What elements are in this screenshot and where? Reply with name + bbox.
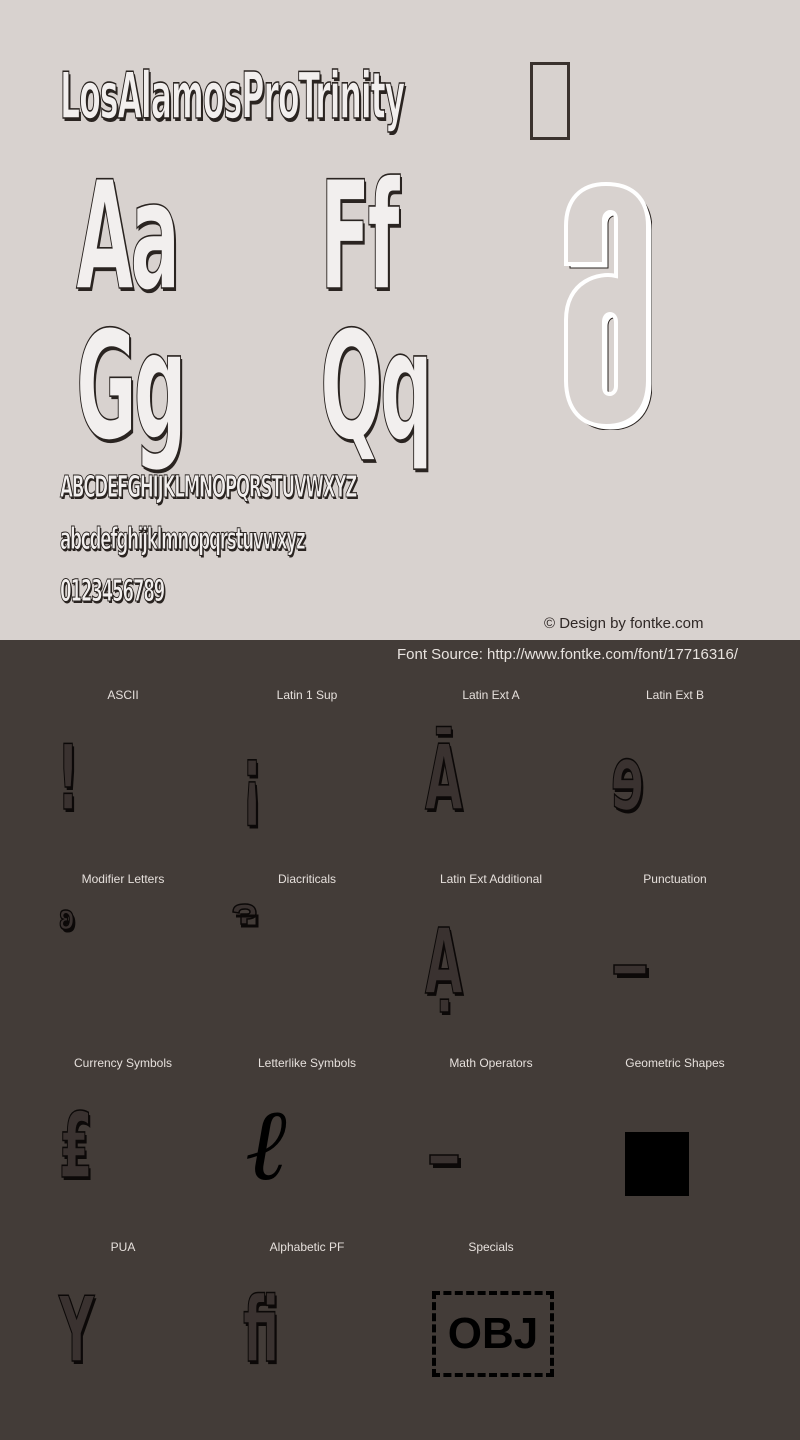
block-label: Modifier Letters	[81, 872, 165, 886]
block-label: PUA	[110, 1240, 136, 1254]
block-cell-pua	[31, 1240, 215, 1424]
block-glyph: ʚ	[59, 898, 75, 938]
block-label: Diacriticals	[277, 872, 336, 886]
hook-diacritic-icon	[229, 902, 261, 928]
featured-glyph	[560, 180, 652, 430]
block-cell-ascii	[31, 688, 215, 872]
block-cell-modifier-letters	[31, 872, 215, 1056]
glyph-pair-a: Aa	[76, 150, 177, 324]
block-cell-latin-ext-additional	[399, 872, 583, 1056]
block-label: Latin Ext Additional	[439, 872, 543, 886]
lowercase-sample: abcdefghijklmnopqrstuvwxyz	[60, 522, 305, 557]
block-cell-latin-1-sup	[215, 688, 399, 872]
minus-glyph-icon	[429, 1154, 465, 1170]
missing-glyph-box	[530, 62, 570, 140]
block-glyph: ɘ	[611, 726, 644, 831]
block-label: Specials	[468, 1240, 514, 1254]
block-label: Latin Ext A	[462, 688, 520, 702]
block-label: Geometric Shapes	[625, 1056, 725, 1070]
object-replacement-label: OBJ	[447, 1309, 539, 1358]
block-label: Currency Symbols	[73, 1056, 173, 1070]
block-cell-math-operators	[399, 1056, 583, 1240]
block-glyph: Y	[59, 1278, 95, 1383]
black-square-icon	[625, 1132, 689, 1196]
block-glyph: ¡	[241, 726, 264, 831]
font-source-link[interactable]: Font Source: http://www.fontke.com/font/17716316/	[397, 646, 739, 663]
uppercase-sample: ABCDEFGHIJKLMNOPQRSTUVWXYZ	[60, 470, 357, 505]
block-glyph: ℓ	[245, 1086, 287, 1203]
dash-glyph-icon	[613, 964, 653, 980]
block-label: Latin 1 Sup	[276, 688, 338, 702]
font-preview-panel	[0, 0, 800, 640]
block-cell-specials	[399, 1240, 583, 1424]
block-label: Latin Ext B	[645, 688, 705, 702]
block-label: Letterlike Symbols	[257, 1056, 357, 1070]
block-label: ASCII	[107, 688, 139, 702]
block-glyph: ₤	[59, 1094, 93, 1199]
glyph-pair-g: Gg	[76, 300, 184, 474]
block-cell-letterlike-symbols	[215, 1056, 399, 1240]
block-glyph: ﬁ	[243, 1278, 280, 1383]
block-cell-alphabetic-pf	[215, 1240, 399, 1424]
block-cell-punctuation	[583, 872, 767, 1056]
block-label: Punctuation	[643, 872, 707, 886]
block-cell-diacriticals	[215, 872, 399, 1056]
block-cell-latin-ext-b	[583, 688, 767, 872]
block-cell-geometric-shapes	[583, 1056, 767, 1240]
glyph-pair-q: Qq	[320, 300, 430, 474]
copyright-text: © Design by fontke.com	[544, 615, 704, 632]
digits-sample: 0123456789	[60, 574, 165, 609]
font-title: LosAlamosProTrinity	[60, 60, 405, 134]
object-replacement-icon	[432, 1291, 554, 1377]
block-glyph: Ā	[425, 726, 463, 831]
block-glyph: !	[57, 726, 80, 831]
block-label: Math Operators	[449, 1056, 533, 1070]
block-cell-latin-ext-a	[399, 688, 583, 872]
block-label: Alphabetic PF	[269, 1240, 345, 1254]
block-cell-currency-symbols	[31, 1056, 215, 1240]
block-glyph: Ạ	[425, 910, 463, 1015]
glyph-pair-f: Ff	[320, 150, 397, 324]
